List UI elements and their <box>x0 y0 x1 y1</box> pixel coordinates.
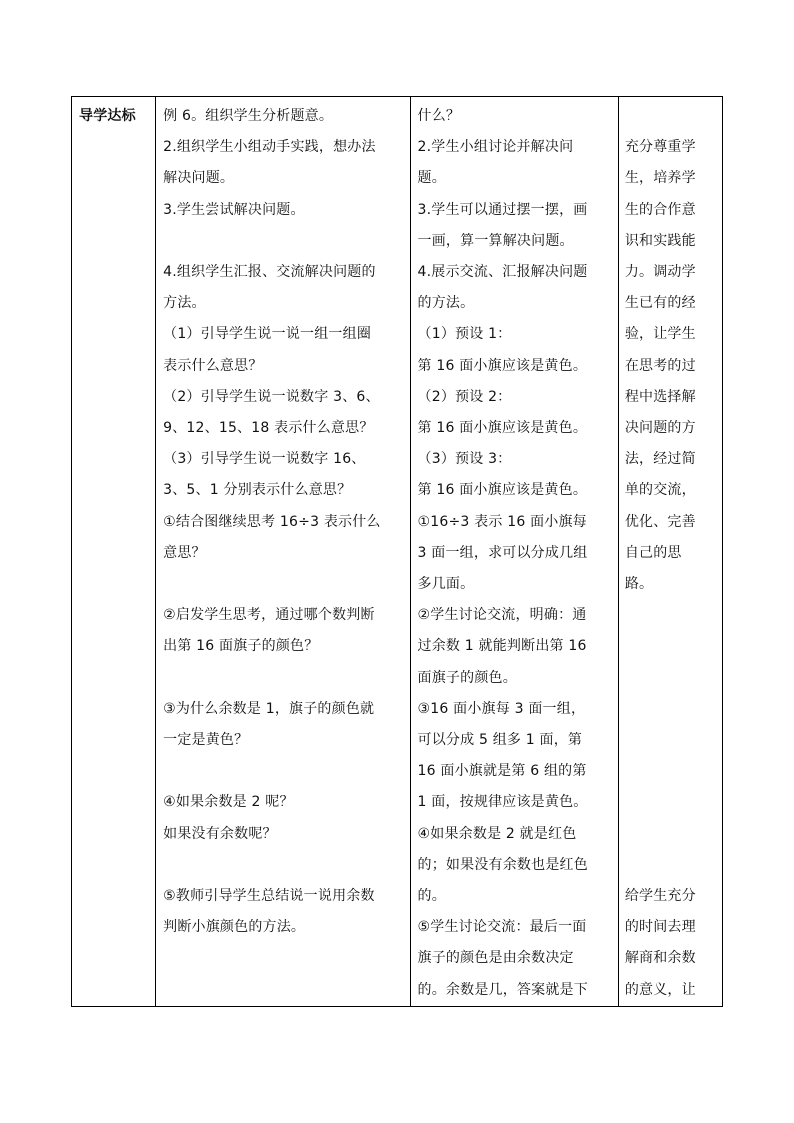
student-activity-line: ①16÷3 表示 16 面小旗每 <box>417 513 587 530</box>
design-intent-cell <box>618 97 722 1007</box>
student-activity-line: 3.学生可以通过摆一摆，画 <box>417 201 588 218</box>
design-intent-line <box>625 850 716 881</box>
teacher-activity-line: （3）引导学生说一说数字 16、 <box>163 451 366 468</box>
teacher-activity-line <box>163 663 403 694</box>
design-intent-line: 程中选择解 <box>624 388 696 405</box>
student-activity-line: 4.展示交流、汇报解决问题 <box>417 264 588 281</box>
student-activity-line: （1）预设 1： <box>417 326 512 343</box>
design-intent-line <box>625 756 716 787</box>
teacher-activity-line: 4.组织学生汇报、交流解决问题的 <box>163 264 376 280</box>
student-activity-line: 的。余数是几，答案就是下 <box>417 981 588 998</box>
student-activity-line: 旗子的颜色是由余数决定 <box>417 950 574 967</box>
student-activity-cell <box>410 97 618 1007</box>
design-intent-line: 的意义，让 <box>624 981 696 998</box>
student-activity-line: ④如果余数是 2 就是红色 <box>417 825 577 842</box>
student-activity-line: 面旗子的颜色。 <box>417 669 517 686</box>
teacher-activity-line: 3、5、1 分别表示什么意思？ <box>163 482 352 499</box>
design-intent-line <box>625 819 716 850</box>
design-intent-line: 在思考的过 <box>624 357 696 374</box>
teacher-activity-line: 如果没有余数呢？ <box>163 825 277 842</box>
design-intent-line <box>625 101 716 132</box>
student-activity-line: 一画，算一算解决问题。 <box>417 232 574 249</box>
design-intent-line: 充分尊重学 <box>624 139 696 156</box>
teacher-activity-line: 意思？ <box>163 544 206 561</box>
teacher-activity-line: 2.组织学生小组动手实践，想办法 <box>163 139 376 156</box>
student-activity-line: 的；如果没有余数也是红色 <box>417 856 588 873</box>
student-activity-line: 的。 <box>417 888 446 905</box>
teacher-activity-line <box>163 569 403 600</box>
design-intent-line: 决问题的方 <box>624 420 696 437</box>
student-activity-line: 第 16 面小旗应该是黄色。 <box>417 357 588 374</box>
teacher-activity-line: ①结合图继续思考 16÷3 表示什么 <box>163 513 381 530</box>
design-intent-line <box>625 694 716 725</box>
design-intent-line <box>625 631 716 662</box>
student-activity-line: 1 面，按规律应该是黄色。 <box>417 794 588 811</box>
lesson-plan-table <box>71 96 723 1007</box>
student-activity-line: 第 16 面小旗应该是黄色。 <box>417 482 588 499</box>
student-activity-line: ⑤学生讨论交流：最后一面 <box>417 919 587 936</box>
section-heading: 导学达标 <box>79 108 136 124</box>
teacher-activity-line: 判断小旗颜色的方法。 <box>163 919 306 936</box>
design-intent-line: 法，经过简 <box>624 451 696 468</box>
student-activity-line: 2.学生小组讨论并解决问 <box>417 139 574 156</box>
student-activity-line: 第 16 面小旗应该是黄色。 <box>417 420 588 437</box>
student-activity-line: 3 面一组，求可以分成几组 <box>417 544 588 561</box>
teacher-activity-line <box>163 850 403 881</box>
student-activity-line: 的方法。 <box>417 295 475 312</box>
student-activity-line: 什么？ <box>417 108 461 124</box>
teacher-activity-line: （2）引导学生说一说数字 3、6、 <box>163 388 380 405</box>
design-intent-line <box>625 787 716 818</box>
design-intent-line <box>625 600 716 631</box>
teacher-activity-line: ③为什么余数是 1，旗子的颜色就 <box>163 700 375 717</box>
student-activity-line: 题。 <box>417 170 446 187</box>
student-activity-line: （3）预设 3： <box>417 451 512 468</box>
design-intent-line: 生，培养学 <box>624 170 696 187</box>
design-intent-line: 生已有的经 <box>624 295 696 312</box>
teacher-activity-line: 出第 16 面旗子的颜色？ <box>163 638 319 655</box>
teacher-activity-line: ②启发学生思考，通过哪个数判断 <box>163 607 375 624</box>
design-intent-line: 力。调动学 <box>624 264 696 280</box>
teacher-activity-line: 表示什么意思？ <box>163 357 263 374</box>
design-intent-line: 路。 <box>624 576 654 593</box>
design-intent-line: 生的合作意 <box>624 201 696 218</box>
teacher-activity-line: ⑤教师引导学生总结说一说用余数 <box>163 888 375 904</box>
design-intent-line: 自己的思 <box>624 544 682 561</box>
table-row <box>72 97 723 1007</box>
teacher-activity-line: 方法。 <box>163 295 206 312</box>
student-activity-line: ②学生讨论交流，明确：通 <box>417 607 587 624</box>
design-intent-line: 识和实践能 <box>624 232 696 249</box>
design-intent-line: 验，让学生 <box>624 326 696 343</box>
teacher-activity-line: 9、12、15、18 表示什么意思？ <box>163 420 374 437</box>
teacher-activity-line: （1）引导学生说一说一组一组圈 <box>163 326 372 343</box>
design-intent-line: 的时间去理 <box>624 919 696 936</box>
section-heading-cell <box>72 97 156 1007</box>
teacher-activity-line: 一定是黄色？ <box>163 732 249 749</box>
design-intent-line <box>625 663 716 694</box>
teacher-activity-line: 例 6。组织学生分析题意。 <box>163 108 334 124</box>
student-activity-line: 多几面。 <box>417 576 475 593</box>
student-activity-line: ③16 面小旗每 3 面一组， <box>417 700 586 717</box>
teacher-activity-line <box>163 756 403 787</box>
teacher-activity-cell <box>156 97 410 1007</box>
teacher-activity-line <box>163 226 403 257</box>
teacher-activity-line: 解决问题。 <box>163 170 235 187</box>
student-activity-line: （2）预设 2： <box>417 388 512 405</box>
design-intent-line: 解商和余数 <box>624 950 696 967</box>
design-intent-line: 单的交流， <box>624 482 696 499</box>
design-intent-line: 给学生充分 <box>624 887 696 904</box>
teacher-activity-line: 3.学生尝试解决问题。 <box>163 201 305 218</box>
student-activity-line: 16 面小旗就是第 6 组的第 <box>417 763 587 780</box>
teacher-activity-line: ④如果余数是 2 呢？ <box>163 794 294 811</box>
student-activity-line: 过余数 1 就能判断出第 16 <box>417 638 587 655</box>
design-intent-line: 优化、完善 <box>624 513 696 530</box>
student-activity-line: 可以分成 5 组多 1 面，第 <box>417 732 583 749</box>
design-intent-line <box>625 725 716 756</box>
